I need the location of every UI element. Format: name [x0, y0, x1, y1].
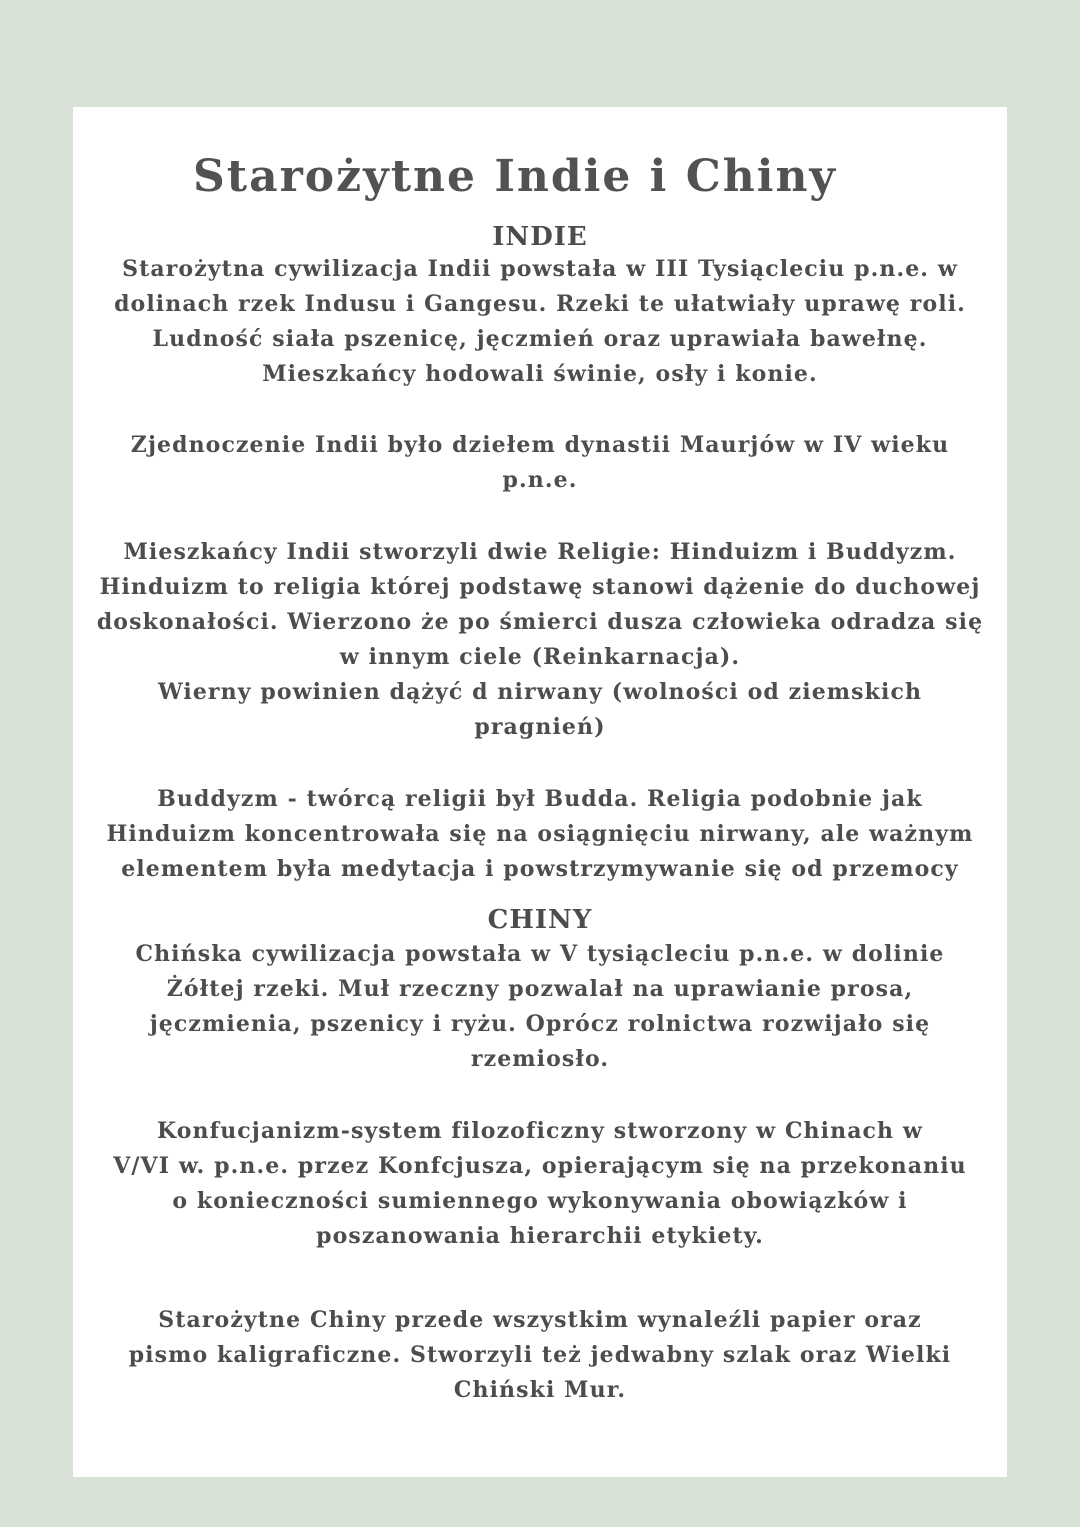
- paragraph-indie-religions: Mieszkańcy Indii stworzyli dwie Religie: Hinduizm i Buddyzm. Hinduizm to religia której podstawę stanowi dążenie do duchowej doskonałości. Wierzono że po śmierci dusza człowieka odradza się w innym ciele (Reinkarnacja). Wierny powinien dążyć d nirwany (wolności od ziemskich pragnień): [96, 539, 984, 740]
- section-heading-chiny: CHINY: [487, 905, 593, 935]
- document-page: [73, 107, 1007, 1477]
- paragraph-chiny-confucianism: Konfucjanizm-system filozoficzny stworzony w Chinach w V/VI w. p.n.e. przez Konfcjusza, opierającym się na przekonaniu o konieczności sumiennego wykonywania obowiązków i poszanowania hierarchii etykiety.: [113, 1118, 967, 1249]
- paragraph-indie-unification: Zjednoczenie Indii było dziełem dynastii Maurjów w IV wieku p.n.e.: [130, 432, 950, 493]
- section-heading-indie: INDIE: [492, 222, 588, 252]
- paragraph-indie-origins: Starożytna cywilizacja Indii powstała w III Tysiącleciu p.n.e. w dolinach rzek Indusu i Gangesu. Rzeki te ułatwiały uprawę roli. Ludność siała pszenicę, jęczmień oraz uprawiała bawełnę. Mieszkańcy hodowali świnie, osły i konie.: [114, 256, 966, 387]
- paragraph-indie-buddhism: Buddyzm - twórcą religii był Budda. Religia podobnie jak Hinduizm koncentrowała się na osiągnięciu nirwany, ale ważnym elementem była medytacja i powstrzymywanie się od przemocy: [106, 786, 974, 882]
- paragraph-chiny-origins: Chińska cywilizacja powstała w V tysiącleciu p.n.e. w dolinie Żółtej rzeki. Muł rzeczny pozwalał na uprawianie prosa, jęczmienia, pszenicy i ryżu. Oprócz rolnictwa rozwijało się rzemiosło.: [135, 941, 945, 1072]
- paragraph-chiny-inventions: Starożytne Chiny przede wszystkim wynaleźli papier oraz pismo kaligraficzne. Stworzyli też jedwabny szlak oraz Wielki Chiński Mur.: [128, 1307, 952, 1403]
- page-title: Starożytne Indie i Chiny: [193, 151, 837, 202]
